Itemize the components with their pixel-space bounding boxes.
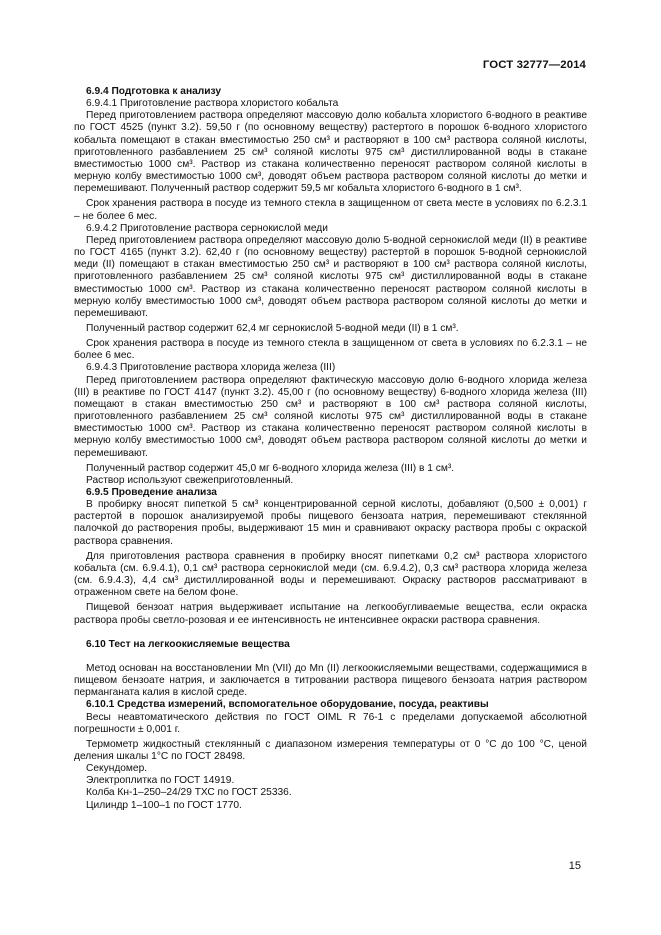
standard-header: ГОСТ 32777—2014 — [482, 59, 586, 71]
section-heading: 6.9.5 Проведение анализа — [86, 487, 217, 498]
paragraph: Пищевой бензоат натрия выдерживает испытание на легкообугливаемые вещества, если окраска раствора пробы светло-розовая и ее интенсивность не интенсивнее окраски раствора сравнения. — [74, 602, 587, 626]
paragraph: 6.9.4.3 Приготовление раствора хлорида железа (III) — [86, 362, 336, 374]
paragraph: Цилиндр 1–100–1 по ГОСТ 1770. — [86, 799, 242, 811]
paragraph: Перед приготовлением раствора определяют массовую долю 5-водной сернокислой меди (II) в реактиве по ГОСТ 4165 (пункт 3.2). 62,40 г (по основному веществу) растертой в порошок 5-водной сернокислой меди (II) помещают в стакан вместимостью 250 см³ и растворяют в 100 см³ раствора соляной кислоты, приготовленного разбавлением 25 см³ соляной кислоты 975 см³ дистиллированной воды в стакане вместимостью 1000 см³. Раствор из стакана количественно переносят раствором соляной кислоты в мерную колбу вместимостью 1000 см³, доводят объем раствора раствором соляной кислоты до метки и перемешивают. — [74, 234, 587, 319]
paragraph: Секундомер. — [86, 763, 148, 775]
paragraph: Раствор используют свежеприготовленный. — [86, 474, 294, 486]
document-body — [74, 86, 587, 812]
paragraph: Перед приготовлением раствора определяют фактическую массовую долю 6-водного хлорида железа (III) в реактиве по ГОСТ 4147 (пункт 3.2). 45,00 г (по основному веществу) 6-водного хлорида железа (III) помещают в стакан вместимостью 250 см³ и растворяют в 100 см³ раствора соляной кислоты, приготовленного разбавлением 25 см³ соляной кислоты 975 см³ дистиллированной воды в стакане вместимостью 1000 см³. Раствор из стакана количественно переносят раствором соляной кислоты в мерную колбу вместимостью 1000 см³, доводят объем раствора раствором соляной кислоты до метки и перемешивают. — [74, 374, 587, 459]
paragraph: 6.9.4.2 Приготовление раствора сернокислой меди — [86, 222, 328, 234]
paragraph: Колба Кн-1–250–24/29 ТХС по ГОСТ 25336. — [86, 787, 292, 799]
section-heading: 6.10 Тест на легкоокисляемые вещества — [86, 638, 290, 650]
paragraph: Метод основан на восстановлении Mn (VII) до Mn (II) легкоокисляемыми веществами, содержащимися в пищевом бензоате натрия, и заключается в титровании раствора пищевого бензоата натрия раствором перманганата калия в кислой среде. — [74, 662, 587, 699]
paragraph: Перед приготовлением раствора определяют массовую долю кобальта хлористого 6-водного в реактиве по ГОСТ 4525 (пункт 3.2). 59,50 г (по основному веществу) растертого в порошок 6-водного хлористого кобальта помещают в стакан вместимостью 250 см³ и растворяют в 100 см³ раствора соляной кислоты, приготовленного разбавлением 25 см³ соляной кислоты 975 см³ дистиллированной воды в стакане вместимостью 1000 см³. Раствор из стакана количественно переносят раствором соляной кислоты в мерную колбу вместимостью 1000 см³, доводят объем раствора раствором соляной кислоты до метки и перемешивают. Полученный раствор содержит 59,5 мг кобальта хлористого 6-водного в 1 см³. — [74, 110, 587, 195]
paragraph: Полученный раствор содержит 45,0 мг 6-водного хлорида железа (III) в 1 см³. — [86, 462, 455, 474]
paragraph: Весы неавтоматического действия по ГОСТ OIML R 76-1 с пределами допускаемой абсолютной погрешности ± 0,001 г. — [74, 711, 587, 735]
section-heading: 6.10.1 Средства измерений, вспомогательное оборудование, посуда, реактивы — [86, 699, 489, 711]
paragraph: 6.9.4.1 Приготовление раствора хлористого кобальта — [86, 98, 339, 110]
paragraph: Электроплитка по ГОСТ 14919. — [86, 775, 235, 787]
paragraph: Термометр жидкостный стеклянный с диапазоном измерения температуры от 0 °С до 100 °С, ценой деления шкалы 1°С по ГОСТ 28498. — [74, 738, 587, 762]
page-number: 15 — [568, 860, 581, 872]
paragraph: Для приготовления раствора сравнения в пробирку вносят пипетками 0,2 см³ раствора хлористого кобальта (см. 6.9.4.1), 0,1 см³ раствора сернокислой меди (см. 6.9.4.2), 0,3 см³ раствора хлорида железа (см. 6.9.4.3), 4,4 см³ дистиллированной воды и перемешивают. Окраску растворов рассматривают в отраженном свете на белом фоне. — [74, 550, 587, 599]
paragraph: Срок хранения раствора в посуде из темного стекла в защищенном от света месте в условиях по 6.2.3.1 – не более 6 мес. — [74, 198, 587, 222]
paragraph: В пробирку вносят пипеткой 5 см³ концентрированной серной кислоты, добавляют (0,500 ± 0,001) г растертой в порошок анализируемой пробы пищевого бензоата натрия, перемешивают стеклянной палочкой до растворения пробы, выдерживают 15 мин и сравнивают окраску раствора пробы с окраской раствора сравнения. — [74, 499, 587, 547]
paragraph: Полученный раствор содержит 62,4 мг сернокислой 5-водной меди (II) в 1 см³. — [86, 322, 459, 334]
section-heading: 6.9.4 Подготовка к анализу — [86, 86, 222, 97]
paragraph: Срок хранения раствора в посуде из темного стекла в защищенном от света в условиях по 6.2.3.1 – не более 6 мес. — [74, 338, 587, 362]
